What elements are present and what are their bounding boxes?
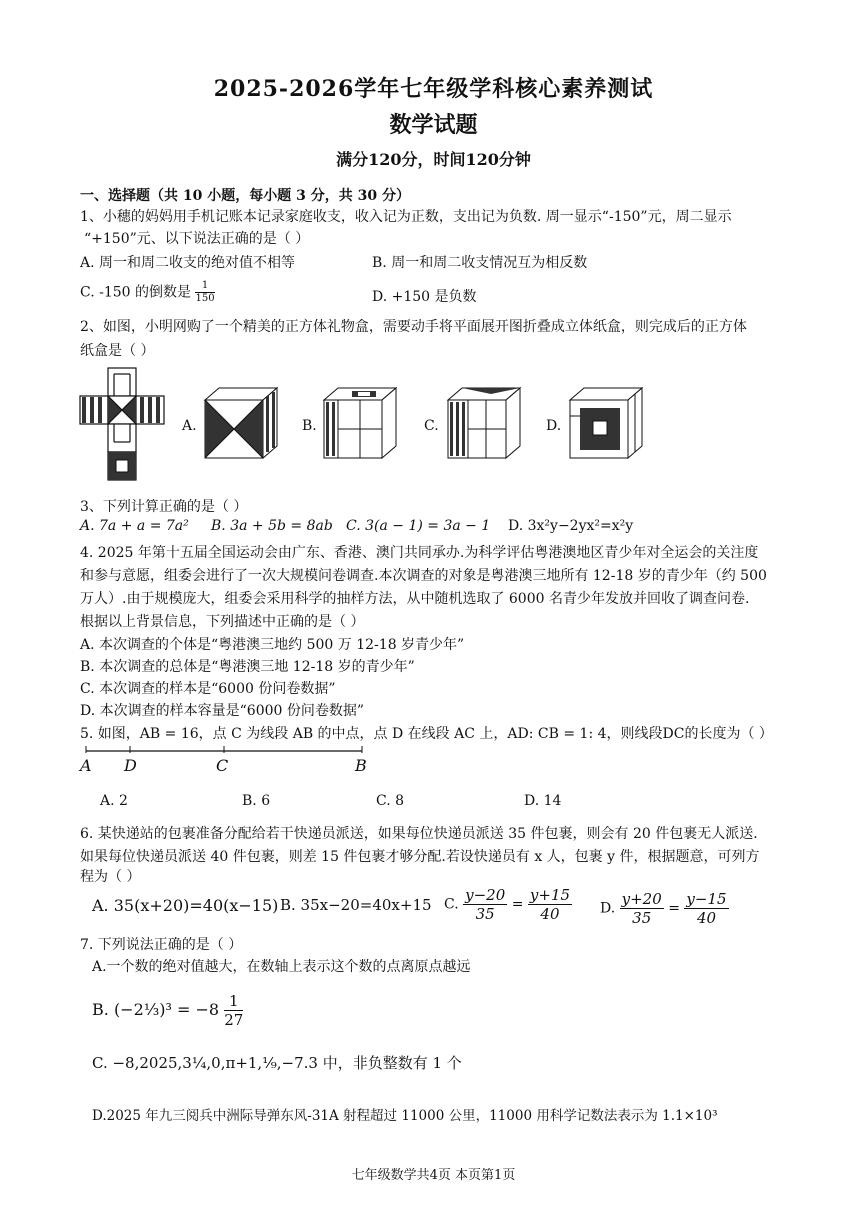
q6-option-d bbox=[600, 890, 729, 927]
q7-b-numerator: 1 bbox=[224, 992, 243, 1011]
q3-option-d: D. 3x²y−2yx²=x²y bbox=[508, 518, 634, 534]
q5-option-b: B. 6 bbox=[242, 793, 271, 809]
q5-line1: 5. 如图，AB = 16，点 C 为线段 AB 的中点，点 D 在线段 AC 上，AD: CB = 1: 4，则线段DC的长度为（ ） bbox=[80, 726, 773, 742]
point-a-label: A bbox=[80, 756, 92, 775]
q6-option-a: A. 35(x+20)=40(x−15) bbox=[92, 896, 279, 915]
q6-d-left-fraction bbox=[620, 890, 664, 927]
q2-option-a-label: A. bbox=[182, 418, 197, 434]
q6-c-den2: 40 bbox=[540, 905, 560, 923]
q4-option-a: A. 本次调查的个体是“粤港澳三地约 500 万 12-18 岁青少年” bbox=[80, 637, 465, 653]
q3-option-c: C. 3(a − 1) = 3a − 1 bbox=[346, 518, 491, 534]
q1-c-numerator: 1 bbox=[195, 280, 214, 293]
q6-d-den1: 35 bbox=[632, 909, 652, 927]
q2-option-c-label: C. bbox=[424, 418, 439, 434]
point-c-label: C bbox=[216, 756, 229, 775]
q1-option-b: B. 周一和周二收支情况互为相反数 bbox=[372, 255, 588, 271]
q7-b-fraction bbox=[224, 992, 243, 1029]
q6-c-num2: y+15 bbox=[529, 886, 571, 904]
q1-line1: 1、小穗的妈妈用手机记账本记录家庭收支，收入记为正数，支出记为负数. 周一显示“-150”元，周二显示 bbox=[80, 209, 732, 225]
q1-option-c bbox=[80, 280, 215, 305]
q6-d-num1: y+20 bbox=[621, 890, 662, 908]
q5-option-d: D. 14 bbox=[524, 793, 562, 809]
q4-line2: 和参与意愿，组委会进行了一次大规模问卷调查.本次调查的对象是粤港澳三地所有 12-18 岁的青少年（约 500 bbox=[80, 568, 767, 584]
exam-info: 满分120分，时间120分钟 bbox=[336, 150, 531, 169]
cube-option-b bbox=[322, 386, 398, 460]
q2-option-d-label: D. bbox=[546, 418, 562, 434]
q6-c-den1: 35 bbox=[475, 905, 495, 923]
q7-option-d: D.2025 年九三阅兵中洲际导弹东风-31A 射程超过 11000 公里，11000 用科学记数法表示为 1.1×10³ bbox=[92, 1108, 718, 1124]
q1-option-d: D. +150 是负数 bbox=[372, 289, 477, 305]
page-footer: 七年级数学共4页 本页第1页 bbox=[351, 1168, 516, 1183]
q6-d-prefix: D. bbox=[600, 900, 616, 917]
q1-option-c-fraction bbox=[195, 280, 214, 305]
q6-line2: 如果每位快递员派送 40 件包裹，则差 15 件包裹才够分配.若设快递员有 x 人，包裹 y 件，根据题意，可列方 bbox=[80, 849, 760, 865]
q7-b-prefix: B. bbox=[92, 1000, 109, 1019]
section-heading: 一、选择题（共 10 小题，每小题 3 分，共 30 分） bbox=[80, 188, 410, 204]
q6-line3: 程为（ ） bbox=[80, 869, 141, 885]
exam-title: 2025-2026学年七年级学科核心素养测试 bbox=[213, 76, 654, 102]
q4-option-b: B. 本次调查的总体是“粤港澳三地 12-18 岁的青少年” bbox=[80, 659, 415, 675]
q6-c-right-fraction bbox=[528, 886, 572, 923]
q6-c-prefix: C. bbox=[444, 896, 459, 913]
q3-option-b: B. 3a + 5b = 8ab bbox=[211, 518, 333, 534]
q6-option-b: B. 35x−20=40x+15 bbox=[280, 896, 432, 914]
q2-line1: 2、如图，小明网购了一个精美的正方体礼物盒，需要动手将平面展开图折叠成立体纸盒，则完成后的正方体 bbox=[80, 319, 747, 335]
cube-option-c bbox=[446, 386, 522, 460]
q2-option-b-label: B. bbox=[302, 418, 317, 434]
q7-option-b bbox=[92, 992, 243, 1029]
q6-d-right-fraction bbox=[684, 890, 728, 927]
q7-line1: 7. 下列说法正确的是（ ） bbox=[80, 937, 243, 953]
point-d-label: D bbox=[124, 756, 137, 775]
q1-line2: “+150”元、以下说法正确的是（ ） bbox=[84, 231, 310, 247]
q4-line4: 根据以上背景信息，下列描述中正确的是（ ） bbox=[80, 614, 365, 630]
point-b-label: B bbox=[355, 756, 367, 775]
q2-line2: 纸盒是（ ） bbox=[80, 343, 155, 359]
q3-option-a: A. 7a + a = 7a² bbox=[80, 518, 189, 534]
q6-option-c bbox=[444, 886, 572, 923]
q4-option-d: D. 本次调查的样本容量是“6000 份问卷数据” bbox=[80, 703, 365, 719]
q4-line1: 4. 2025 年第十五届全国运动会由广东、香港、澳门共同承办.为科学评估粤港澳地区青少年对全运会的关注度 bbox=[80, 545, 759, 561]
q1-option-c-text: C. -150 的倒数是 bbox=[80, 284, 192, 301]
q6-c-num1: y−20 bbox=[465, 886, 506, 904]
exam-subject: 数学试题 bbox=[389, 112, 478, 138]
cube-option-a bbox=[203, 386, 279, 460]
q4-option-c: C. 本次调查的样本是“6000 份问卷数据” bbox=[80, 681, 336, 697]
q7-b-denominator: 27 bbox=[224, 1011, 244, 1029]
q6-line1: 6. 某快递站的包裹准备分配给若干快递员派送，如果每位快递员派送 35 件包裹，则会有 20 件包裹无人派送. bbox=[80, 826, 758, 842]
q7-option-c: C. −8,2025,3¼,0,π+1,¹⁄₉,−7.3 中，非负整数有 1 个 bbox=[92, 1054, 462, 1072]
q3-line1: 3、下列计算正确的是（ ） bbox=[80, 499, 248, 515]
cube-option-d bbox=[568, 386, 644, 460]
q4-line3: 万人）.由于规模庞大，组委会采用科学的抽样方法，从中随机选取了 6000 名青少年发放并回收了调查问卷. bbox=[80, 591, 750, 607]
q5-option-c: C. 8 bbox=[376, 793, 405, 809]
q5-option-a: A. 2 bbox=[100, 793, 128, 809]
q1-option-a: A. 周一和周二收支的绝对值不相等 bbox=[80, 255, 296, 271]
q6-d-equals: = bbox=[668, 900, 680, 917]
q6-c-left-fraction bbox=[463, 886, 507, 923]
q6-c-equals: = bbox=[511, 896, 524, 913]
q7-b-expression: (−2⅓)³ = −8 bbox=[113, 1000, 220, 1019]
q6-d-den2: 40 bbox=[696, 909, 717, 927]
q1-c-denominator: 150 bbox=[195, 293, 215, 304]
q6-d-num2: y−15 bbox=[686, 890, 727, 908]
cube-net-figure bbox=[78, 366, 178, 486]
q7-option-a: A.一个数的绝对值越大，在数轴上表示这个数的点离原点越远 bbox=[92, 959, 471, 975]
